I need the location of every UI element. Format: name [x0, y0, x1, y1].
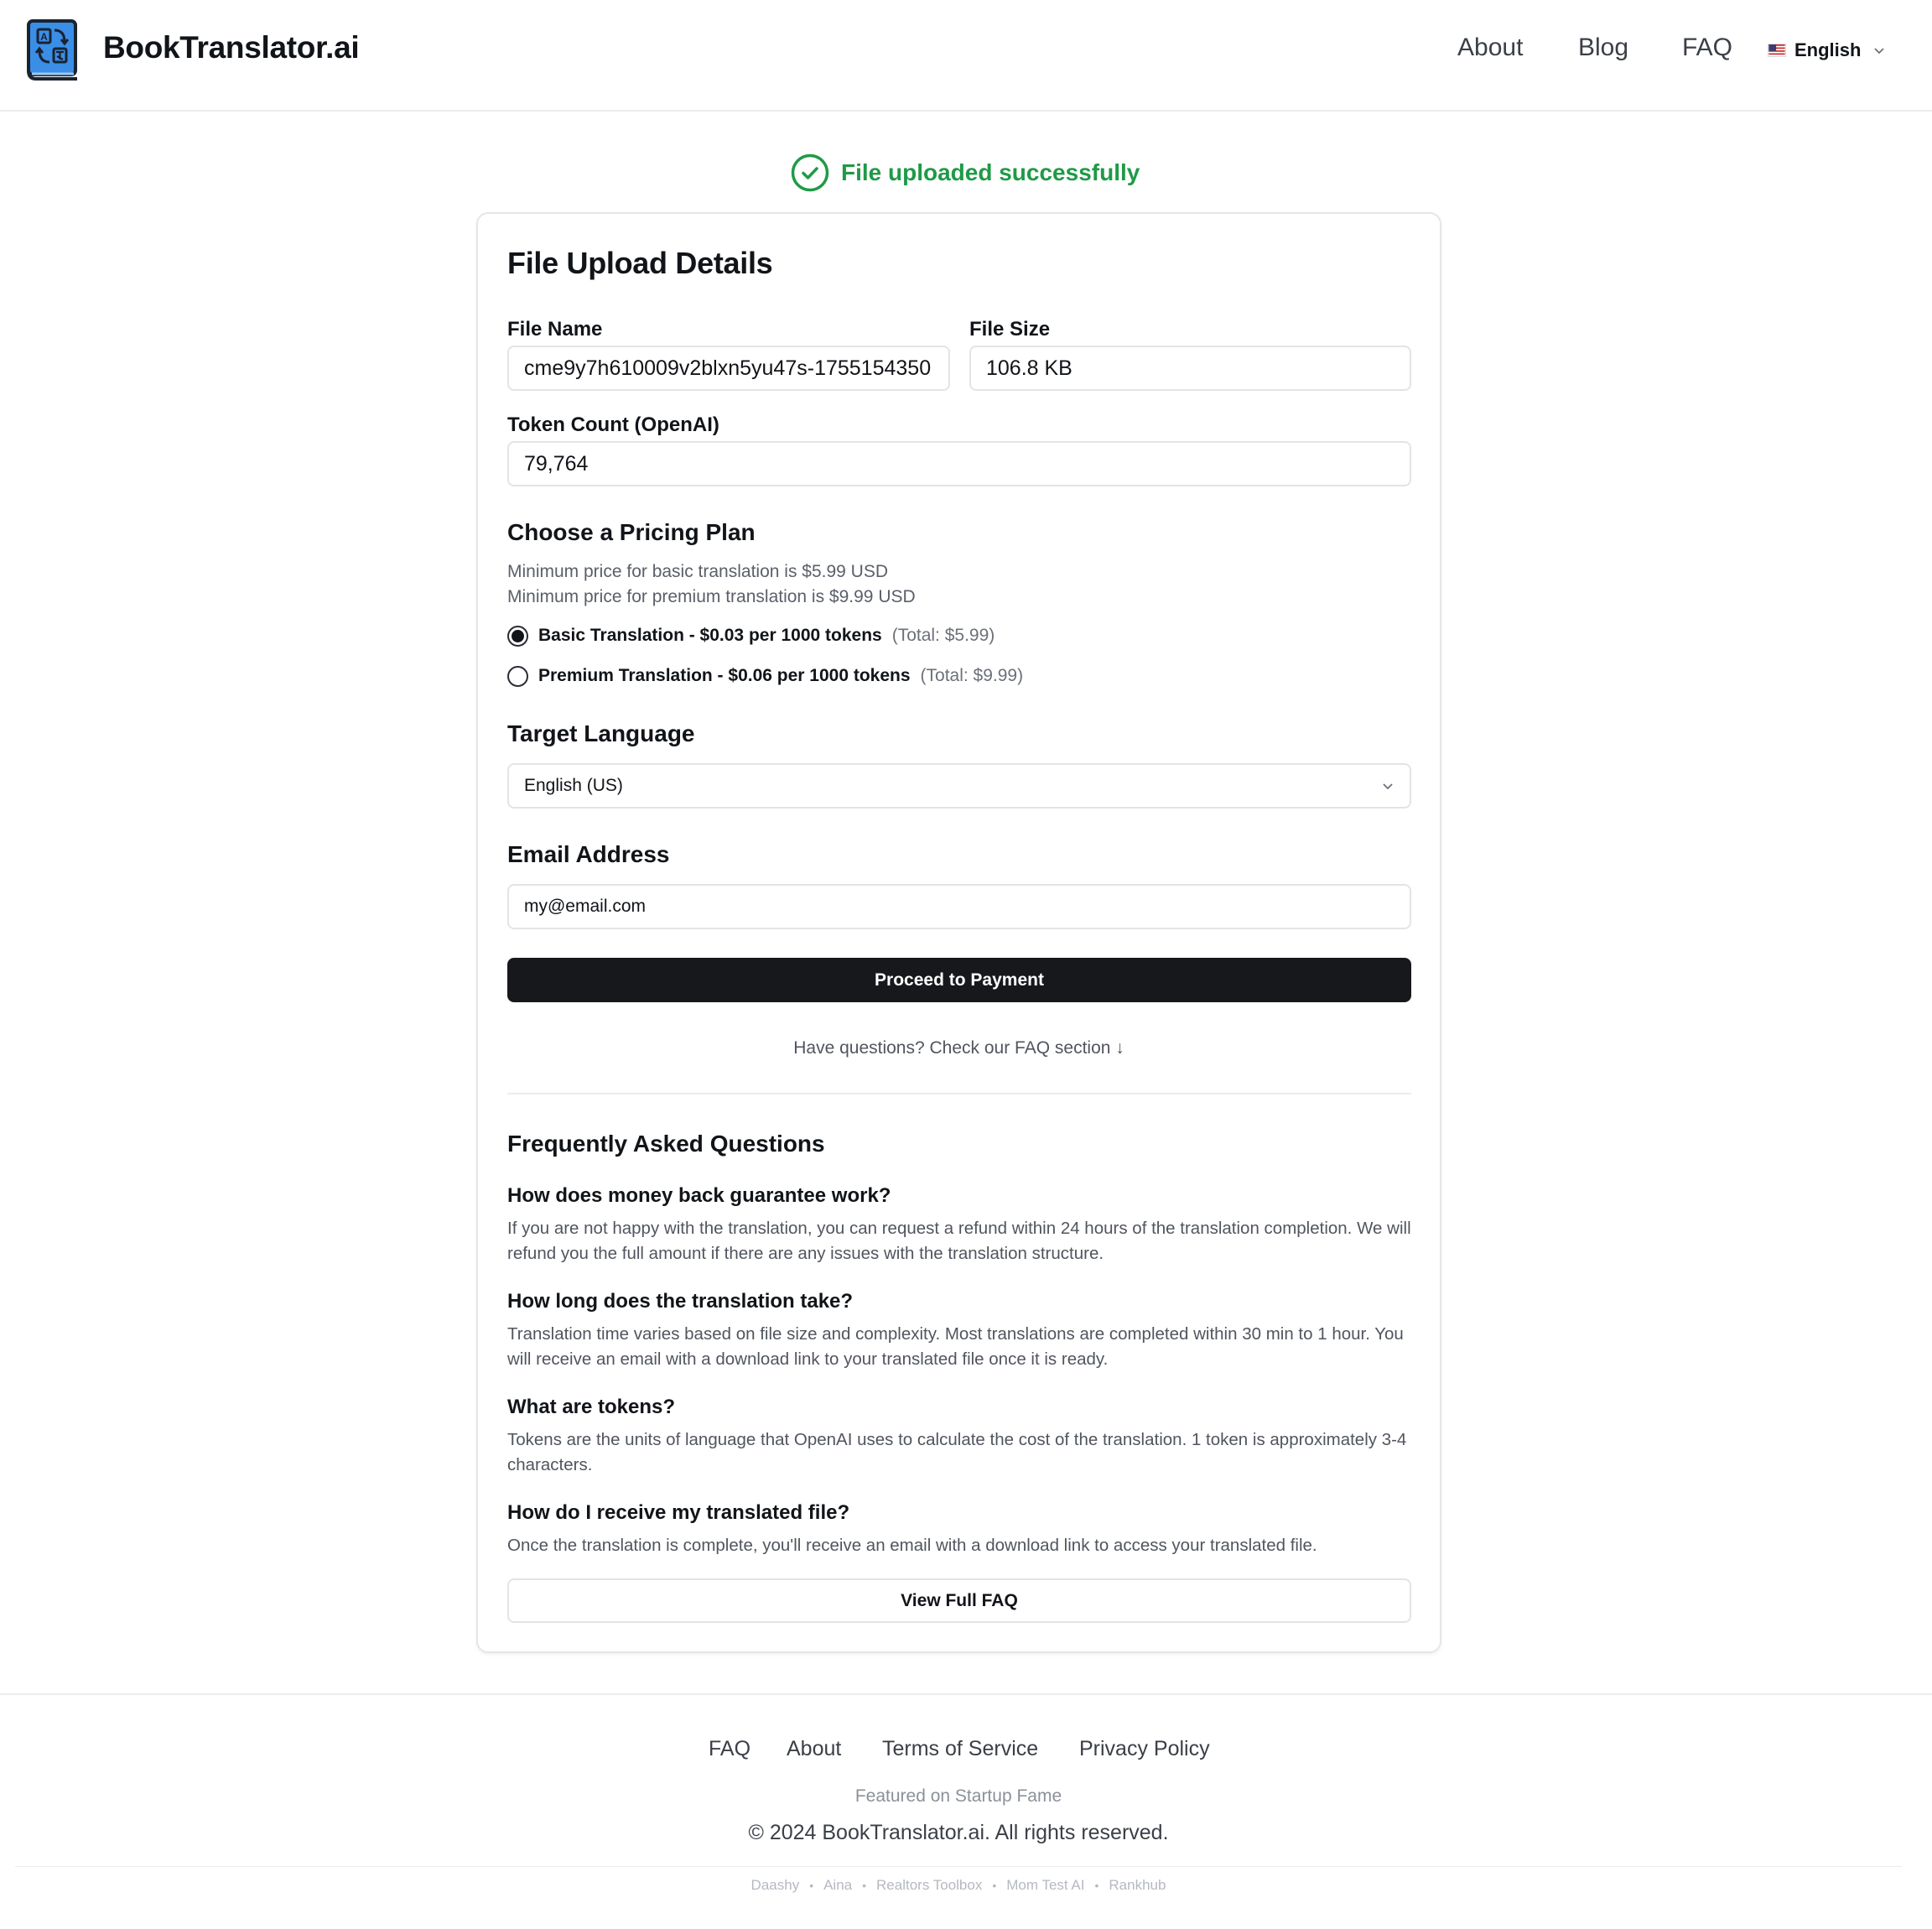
file-size-field[interactable]: 106.8 KB [969, 346, 1411, 391]
success-text: File uploaded successfully [841, 159, 1140, 185]
faq-question: How does money back guarantee work? [507, 1184, 891, 1207]
nav-about[interactable]: About [1457, 34, 1524, 61]
partner-link[interactable]: Realtors Toolbox [876, 1877, 983, 1893]
faq-answer: Tokens are the units of language that OpenAI uses to calculate the cost of the translation. 1 token is approximately 3-4 characters. [507, 1430, 1407, 1474]
file-name-field[interactable]: cme9y7h610009v2blxn5yu47s-1755154350 [507, 346, 950, 391]
min-price-basic: Minimum price for basic translation is $5.99 USD [507, 562, 889, 581]
plan-label: Basic Translation - $0.03 per 1000 tokens [538, 626, 882, 645]
nav-blog[interactable]: Blog [1578, 34, 1629, 61]
plan-label: Premium Translation - $0.06 per 1000 tokens [538, 666, 911, 685]
file-upload-card [476, 212, 1441, 1653]
plan-option-premium[interactable] [507, 664, 1023, 688]
view-full-faq-button[interactable]: View Full FAQ [507, 1578, 1411, 1623]
target-language-title: Target Language [507, 720, 695, 746]
pricing-title: Choose a Pricing Plan [507, 519, 756, 545]
faq-question: What are tokens? [507, 1396, 676, 1418]
chevron-down-icon [1872, 44, 1886, 57]
faq-title: Frequently Asked Questions [507, 1131, 825, 1157]
plan-total: (Total: $5.99) [891, 626, 995, 645]
separator-dot: • [992, 1879, 997, 1892]
faq-answer: Once the translation is complete, you'll receive an email with a download link to access your translated file. [507, 1536, 1317, 1555]
token-count-field[interactable]: 79,764 [507, 441, 1411, 486]
separator-dot: • [1094, 1879, 1099, 1892]
radio-button[interactable] [507, 626, 528, 647]
partner-link[interactable]: Daashy [750, 1877, 800, 1893]
brand-name[interactable]: BookTranslator.ai [103, 30, 360, 65]
email-field[interactable]: my@email.com [507, 884, 1411, 929]
partner-links [0, 1877, 1917, 1894]
radio-button[interactable] [507, 666, 528, 687]
plan-option-basic[interactable] [507, 624, 995, 647]
file-name-label: File Name [507, 318, 603, 341]
footer-divider [0, 1693, 1932, 1695]
book-translate-icon[interactable] [26, 18, 80, 82]
target-language-value: English (US) [524, 776, 623, 795]
site-header [0, 0, 1932, 112]
faq-answer: Translation time varies based on file size and complexity. Most translations are completed within 30 min to 1 hour. You will receive an email with a download link to your translated file once it is ready. [507, 1324, 1404, 1369]
faq-answer: If you are not happy with the translation, you can request a refund within 24 hours of the translation completion. We will refund you the full amount if there are any issues with the translation structure. [507, 1219, 1411, 1263]
chevron-down-icon [1381, 779, 1394, 793]
check-circle-icon [791, 153, 829, 192]
card-title: File Upload Details [507, 246, 773, 280]
footer-link-privacy[interactable]: Privacy Policy [1079, 1737, 1210, 1760]
faq-hint-link[interactable]: Have questions? Check our FAQ section ↓ [793, 1038, 1124, 1058]
partner-link[interactable]: Aina [823, 1877, 853, 1893]
email-title: Email Address [507, 841, 670, 867]
target-language-select[interactable] [507, 763, 1411, 809]
us-flag-icon [1768, 44, 1786, 57]
file-size-label: File Size [969, 318, 1051, 341]
upload-success-message [791, 153, 1140, 192]
featured-link[interactable]: Featured on Startup Fame [854, 1786, 1062, 1806]
proceed-to-payment-button[interactable]: Proceed to Payment [507, 958, 1411, 1002]
footer-link-terms[interactable]: Terms of Service [882, 1737, 1039, 1760]
separator-dot: • [862, 1879, 867, 1892]
radio-selected-dot [512, 630, 524, 642]
svg-text:A: A [40, 31, 48, 43]
partner-link[interactable]: Rankhub [1109, 1877, 1166, 1893]
language-selector[interactable] [1768, 37, 1886, 64]
divider [507, 1093, 1411, 1094]
copyright: © 2024 BookTranslator.ai. All rights reserved. [748, 1821, 1169, 1844]
separator-dot: • [809, 1879, 814, 1892]
min-price-premium: Minimum price for premium translation is $9.99 USD [507, 587, 916, 606]
language-label: English [1794, 39, 1862, 60]
plan-total: (Total: $9.99) [920, 666, 1024, 685]
partner-link[interactable]: Mom Test AI [1006, 1877, 1085, 1893]
footer-link-faq[interactable]: FAQ [709, 1737, 751, 1760]
token-count-label: Token Count (OpenAI) [507, 413, 719, 436]
nav-faq[interactable]: FAQ [1682, 34, 1733, 61]
faq-question: How do I receive my translated file? [507, 1501, 850, 1524]
footer-link-about[interactable]: About [787, 1737, 842, 1760]
faq-question: How long does the translation take? [507, 1290, 854, 1313]
footer-divider [15, 1866, 1902, 1867]
